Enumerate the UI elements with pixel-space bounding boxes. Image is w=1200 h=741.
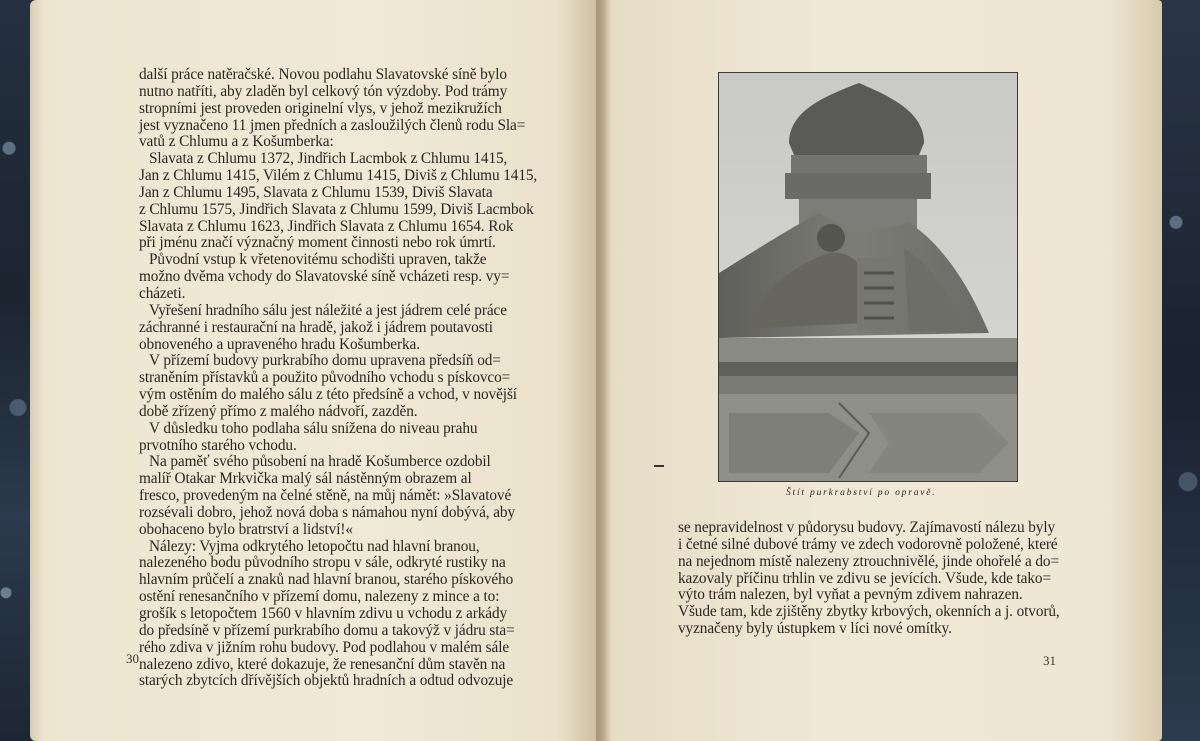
text-line: Všude tam, kde zjištěny zbytky krbových, okenních a j. otvorů, [678,603,1060,621]
text-line: rého zdiva v jižním rohu budovy. Pod podlahou v malém sále [139,638,510,656]
text-line: prvotního starého vchodu. [139,436,297,454]
text-line: fresco, provedeným na čelné stěně, na můj námět: »Slavatové [139,487,512,505]
text-line: i četné silné dubové trámy ve zdech vodorovně položené, které [678,535,1058,553]
text-line: straněním přístavků a použito původního vchodu s pískovco= [139,369,511,387]
text-line: rozsévali dobro, jehož nová doba s námahou nyní dobývá, aby [139,503,515,521]
text-line: obnoveného a upraveného hradu Košumberka. [139,335,420,353]
book-cover-right-edge [1160,0,1200,741]
text-line: vatů z Chlumu a z Košumberka: [139,133,334,151]
photo-caption: Štít purkrabství po opravě. [786,488,937,498]
text-line: starých zbytcích dřívějších objektů hradních a odtud odvozuje [139,672,514,690]
text-line: na nejednom místě nalezeny ztrouchnivělé, jinde ohořelé a do= [678,552,1059,570]
text-line: Slavata z Chlumu 1372, Jindřich Lacmbok z Chlumu 1415, [149,150,508,168]
text-line: při jménu značí význačný moment činnosti nebo rok úmrtí. [139,234,496,252]
left-page-text [139,66,538,690]
text-line: cházeti. [139,284,186,302]
gable-photograph [718,72,1018,482]
text-line: do předsíně v přízemí purkrabího domu a takovýž v jádru sta= [139,621,515,639]
text-line: hlavním průčelí a znaků nad hlavní branou, starého pískového [139,571,514,589]
text-line: záchranné i restaurační na hradě, jakož i jádrem poutavosti [139,318,493,336]
text-line: době zřízený přímo z malého nádvoří, zazděn. [139,402,418,420]
margin-mark [654,465,664,467]
text-line: Slavata z Chlumu 1623, Jindřich Slavata z Chlumu 1654. Rok [139,217,514,235]
text-line: se nepravidelnost v půdorysu budovy. Zajímavostí nálezu byly [678,519,1056,536]
text-line: Nálezy: Vyjma odkrytého letopočtu nad hlavní branou, [149,537,480,555]
text-line: Původní vstup k vřetenovitému schodišti upraven, takže [149,251,487,269]
text-line: výto trám nalezen, byl vyňat a pevným zdivem nahrazen. [678,586,1023,604]
text-line: nalezeno zdivo, které dokazuje, že renesanční dům stavěn na [139,655,506,673]
text-line: nalezeného bodu původního stropu v sále, odkryté rustiky na [139,554,506,572]
text-line: Vyřešení hradního sálu jest náležité a jest jádrem celé práce [149,301,507,319]
text-line: obohaceno bylo bratrství a lidství!« [139,520,353,538]
text-line: z Chlumu 1575, Jindřich Slavata z Chlumu 1599, Diviš Lacmbok [139,200,534,218]
text-line: ostění renesančního v přízemí domu, nalezeny z mince a to: [139,588,500,606]
text-line: malíř Otakar Mrkvička malý sál nástěnným obrazem al [139,470,472,488]
book-cover-left-edge [0,0,30,741]
text-line: nutno natříti, aby zladěn byl celkový tón výzdoby. Pod trámy [139,82,508,100]
text-line: V důsledku toho podlaha sálu snížena do niveau prahu [149,419,478,437]
text-line: Jan z Chlumu 1495, Slavata z Chlumu 1539, Diviš Slavata [139,183,493,201]
text-line: Jan z Chlumu 1415, Vilém z Chlumu 1415, Diviš z Chlumu 1415, [139,167,538,185]
text-line: možno dvěma vchody do Slavatovské síně vcházeti resp. vy= [139,268,510,286]
text-line: jest vyznačeno 11 jmen předních a zasloužilých členů rodu Sla= [139,116,526,134]
text-line: vyznačeny byly ústupkem v líci nové omítky. [678,620,952,638]
text-line: Na paměť svého působení na hradě Košumberce ozdobil [149,453,491,471]
text-line: stropními jest proveden originelní vlys, v jehož mezikružích [139,99,502,117]
page-number-right: 31 [1043,653,1056,668]
text-line: vým ostěním do malého sálu z této předsíně a vchod, v novější [139,386,517,404]
text-line: kazovaly příčinu trhlin ve zdivu se jevících. Všude, kde tako= [678,569,1051,587]
page-number-left: 30 [126,651,139,666]
book-gutter [596,0,610,741]
text-line: grošík s letopočtem 1560 v hlavním zdivu u vchodu z arkády [139,605,508,622]
text-line: V přízemí budovy purkrabího domu upravena předsíň od= [149,352,501,370]
right-page-text [678,520,1062,638]
text-line: další práce natěračské. Novou podlahu Slavatovské síně bylo [139,66,507,83]
